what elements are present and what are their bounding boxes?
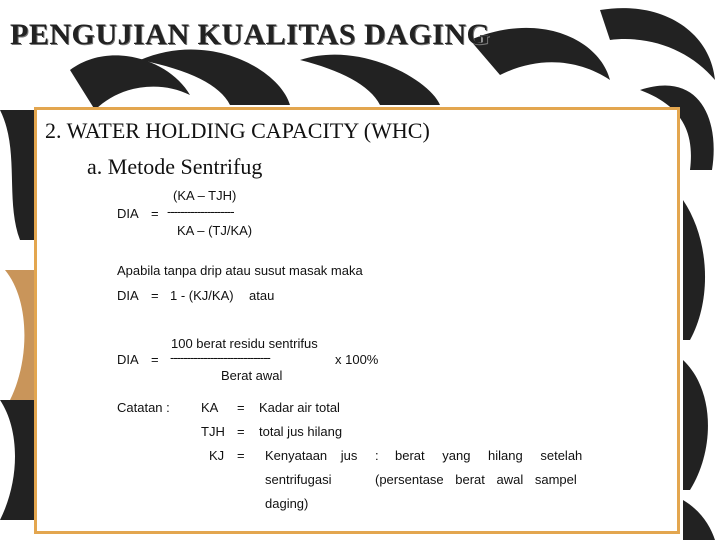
formula3-denominator: Berat awal [221,368,283,383]
formula2-equals: = [151,288,159,303]
note-colon-kj: : [375,448,379,463]
content-panel [34,107,680,534]
formula2-suffix: atau [249,288,275,303]
notes-label: Catatan : [117,400,170,415]
section-heading: 2. WATER HOLDING CAPACITY (WHC) [45,118,430,143]
formula3-multiplier: x 100% [335,352,379,367]
formula3-lhs: DIA [117,352,139,367]
formula1-denominator: KA – (TJ/KA) [177,223,253,238]
note-cont-1b: (persentase berat awal sampel [375,472,577,487]
formula2-rhs: 1 - (KJ/KA) [170,288,234,303]
formula3-divider: ------------------------------ [170,350,270,365]
formula1-divider: -------------------- [167,204,234,219]
note-def-tjh: total jus hilang [259,424,343,439]
note-equals-ka: = [237,400,245,415]
formula3-equals: = [151,352,159,367]
note-cont-2: daging) [265,496,309,511]
note-cont-1a: sentrifugasi [265,472,332,487]
condition-text: Apabila tanpa drip atau susut masak maka [117,263,363,278]
note-term-kj: KJ [209,448,225,463]
formula1-equals: = [151,206,159,221]
note-def-ka: Kadar air total [259,400,340,415]
note-term-tjh: TJH [201,424,225,439]
note-def2-kj: berat yang hilang setelah [395,448,583,463]
note-equals-kj: = [237,448,245,463]
formula1-lhs: DIA [117,206,139,221]
note-def-kj: Kenyataan jus [265,448,358,463]
formula2-lhs: DIA [117,288,139,303]
method-subheading: a. Metode Sentrifug [87,154,263,179]
formula3-numerator: 100 berat residu sentrifus [171,336,318,351]
formula1-numerator: (KA – TJH) [173,188,237,203]
note-equals-tjh: = [237,424,245,439]
slide-title: PENGUJIAN KUALITAS DAGING [10,18,491,51]
note-term-ka: KA [201,400,219,415]
